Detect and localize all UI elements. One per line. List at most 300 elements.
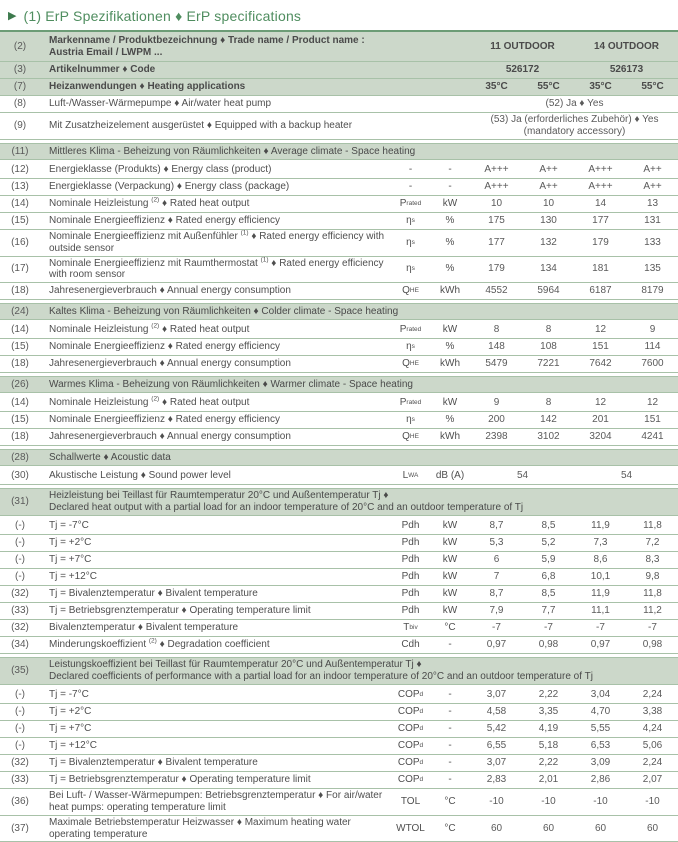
symbol-base: η xyxy=(406,341,412,353)
row-number: (-) xyxy=(15,723,25,735)
footnote-marker: (1) xyxy=(260,256,269,264)
symbol-base: COP xyxy=(397,723,420,735)
symbol-base: Pdh xyxy=(401,554,420,566)
row-number: (31) xyxy=(11,496,29,508)
description-text: Tj = +12°C xyxy=(49,571,97,583)
unit-cell: kW xyxy=(442,554,458,566)
row-number: (32) xyxy=(11,588,29,600)
table-row xyxy=(0,62,678,79)
symbol-base: - xyxy=(408,164,413,176)
value-cell: 8,5 xyxy=(541,520,556,532)
description-text: Tj = +7°C xyxy=(49,723,92,735)
value-cell: 133 xyxy=(644,236,661,248)
row-description xyxy=(40,80,470,94)
description-text: Tj = +2°C xyxy=(49,706,92,718)
row-number: (18) xyxy=(11,358,29,370)
table-row xyxy=(0,322,678,339)
value-cell: 6,53 xyxy=(590,740,611,752)
unit-cell: % xyxy=(445,263,455,275)
row-number: (16) xyxy=(11,236,29,248)
symbol-cell xyxy=(390,789,430,815)
value-cell: 0,97 xyxy=(590,639,611,651)
row-number: (37) xyxy=(11,822,29,834)
value-cell: 151 xyxy=(592,341,609,353)
unit-cell: kWh xyxy=(440,285,460,297)
unit-cell: - xyxy=(448,639,452,651)
description-text: Energieklasse (Produkts) ♦ Energy class (product) xyxy=(49,164,272,176)
symbol-base: η xyxy=(406,236,412,248)
value-cell: 4552 xyxy=(485,285,508,297)
symbol-base: η xyxy=(406,263,412,275)
symbol-base: L xyxy=(402,470,409,482)
table-row xyxy=(0,772,678,789)
description-text: Schallwerte ♦ Acoustic data xyxy=(49,451,171,463)
description-text: Nominale Heizleistung xyxy=(49,198,152,210)
model-group-cell: 11 OUTDOOR xyxy=(490,40,555,52)
symbol-cell xyxy=(390,518,430,534)
value-cell: 175 xyxy=(488,215,505,227)
value-cell: 60 xyxy=(646,822,659,834)
symbol-base: P xyxy=(399,198,407,210)
row-description xyxy=(40,430,390,444)
unit-cell: - xyxy=(448,164,452,176)
section-header-row xyxy=(0,657,678,685)
symbol-cell xyxy=(390,603,430,619)
symbol-cell: T biv xyxy=(403,622,418,634)
value-cell: -10 xyxy=(541,796,556,808)
row-description xyxy=(40,396,390,410)
description-text: Bivalenztemperatur ♦ Bivalent temperature xyxy=(49,622,239,634)
description-text: Nominale Heizleistung xyxy=(49,324,152,336)
table-row xyxy=(0,283,678,300)
value-cell: 4,24 xyxy=(642,723,663,735)
unit-cell: kW xyxy=(442,198,458,210)
value-cell: -10 xyxy=(645,796,660,808)
row-description xyxy=(40,705,390,719)
row-description xyxy=(40,739,390,753)
row-description xyxy=(40,340,390,354)
description-text: Jahresenergieverbrauch ♦ Annual energy consumption xyxy=(49,285,291,297)
value-cell: 181 xyxy=(592,263,609,275)
value-cell: 179 xyxy=(592,236,609,248)
symbol-base: COP xyxy=(397,706,420,718)
description-text: Bei Luft- / Wasser-Wärmepumpen: Betriebsgrenztemperatur ♦ For air/water heat pumps: operating temperature limit xyxy=(49,790,383,813)
value-cell: 6,55 xyxy=(486,740,507,752)
model-group-cell: 526172 xyxy=(505,64,540,76)
description-text: Nominale Heizleistung xyxy=(49,397,152,409)
unit-cell: °C xyxy=(444,622,456,634)
description-text: Nominale Energieeffizienz ♦ Rated energy efficiency xyxy=(49,215,280,227)
spanned-value-cell: 54 xyxy=(516,470,529,482)
row-description xyxy=(40,789,390,815)
value-cell: 5,2 xyxy=(541,537,556,549)
row-description xyxy=(40,816,390,842)
symbol-cell: η s xyxy=(406,341,415,353)
value-cell: 8,7 xyxy=(489,520,504,532)
unit-cell: % xyxy=(445,215,455,227)
row-description xyxy=(40,621,390,635)
value-cell: 148 xyxy=(488,341,505,353)
value-cell: 10 xyxy=(542,198,555,210)
unit-cell: - xyxy=(448,774,452,786)
value-cell: A+++ xyxy=(484,181,509,193)
row-description xyxy=(40,197,390,211)
table-row xyxy=(0,32,678,62)
section-header-row xyxy=(0,488,678,516)
value-cell: -7 xyxy=(648,622,657,634)
value-cell: 12 xyxy=(594,324,607,336)
section-header-row xyxy=(0,449,678,466)
value-cell: 0,98 xyxy=(642,639,663,651)
product-name-line: Austria Email / LWPM ... xyxy=(49,46,163,58)
unit-cell: dB (A) xyxy=(435,470,465,482)
value-cell: 8 xyxy=(493,324,500,336)
value-cell: 6,8 xyxy=(541,571,556,583)
row-description xyxy=(40,284,390,298)
value-cell: 7,3 xyxy=(593,537,608,549)
description-text: Tj = Betriebsgrenztemperatur ♦ Operating temperature limit xyxy=(49,774,311,786)
value-cell: 7,9 xyxy=(489,605,504,617)
unit-cell: - xyxy=(448,706,452,718)
value-cell: A+++ xyxy=(484,164,509,176)
table-row xyxy=(0,535,678,552)
description-text: Nominale Energieeffizienz ♦ Rated energy efficiency xyxy=(49,341,280,353)
row-description xyxy=(40,378,678,392)
arrow-right-icon: ▶ xyxy=(8,9,17,22)
description-text: Nominale Energieeffizienz mit Raumthermostat xyxy=(49,257,261,269)
unit-cell: - xyxy=(448,723,452,735)
unit-cell: kW xyxy=(442,588,458,600)
spanned-value-cell: (52) Ja ♦ Yes xyxy=(545,98,604,109)
symbol-base: - xyxy=(408,181,413,193)
value-cell: 55°C xyxy=(641,81,664,93)
value-cell: 5,18 xyxy=(538,740,559,752)
row-description xyxy=(40,163,390,177)
unit-cell: - xyxy=(448,181,452,193)
value-cell: 3,04 xyxy=(590,689,611,701)
row-description xyxy=(40,63,470,77)
value-cell: 3,35 xyxy=(538,706,559,718)
description-text-continued: ♦ Rated energy efficiency with room sensor xyxy=(49,257,384,281)
row-description xyxy=(40,536,390,550)
table-row xyxy=(0,755,678,772)
table-row xyxy=(0,620,678,637)
symbol-base: Pdh xyxy=(401,520,420,532)
row-description xyxy=(40,451,678,465)
description-text-continued: ♦ Rated energy efficiency with outside sensor xyxy=(49,231,385,254)
value-cell: 11,2 xyxy=(643,605,662,617)
value-cell: 12 xyxy=(594,397,607,409)
symbol-cell xyxy=(390,162,430,178)
value-cell: 2,86 xyxy=(590,774,611,786)
page-title-text: (1) ErP Spezifikationen ♦ ErP specifications xyxy=(23,8,302,24)
table-row xyxy=(0,637,678,654)
footnote-marker: (2) xyxy=(151,322,160,330)
row-description xyxy=(40,257,390,283)
row-description xyxy=(40,756,390,770)
row-number: (-) xyxy=(15,554,25,566)
value-cell: 3,38 xyxy=(642,706,663,718)
symbol-cell xyxy=(390,179,430,195)
footnote-marker: (1) xyxy=(240,229,249,237)
value-cell: 108 xyxy=(540,341,557,353)
unit-cell: - xyxy=(448,689,452,701)
symbol-cell xyxy=(390,552,430,568)
value-cell: 4241 xyxy=(641,431,664,443)
symbol-base: P xyxy=(399,324,407,336)
symbol-cell: COP d xyxy=(397,723,424,735)
value-cell: 132 xyxy=(540,236,557,248)
value-cell: 2,01 xyxy=(538,774,559,786)
symbol-cell xyxy=(390,586,430,602)
description-text: Heizanwendungen ♦ Heating applications xyxy=(49,81,246,93)
spanned-value-cell: 54 xyxy=(620,470,633,482)
value-cell: 5,55 xyxy=(590,723,611,735)
symbol-base: Cdh xyxy=(401,639,420,651)
table-row xyxy=(0,721,678,738)
symbol-base: Pdh xyxy=(401,605,420,617)
symbol-base: Q xyxy=(402,285,410,297)
unit-cell: kW xyxy=(442,537,458,549)
description-text: Tj = Bivalenztemperatur ♦ Bivalent temperature xyxy=(49,588,258,600)
value-cell: 177 xyxy=(592,215,609,227)
symbol-cell: Q HE xyxy=(402,431,419,443)
value-cell: 5479 xyxy=(485,358,508,370)
row-number: (34) xyxy=(11,639,29,651)
row-number: (-) xyxy=(15,740,25,752)
description-text: Energieklasse (Verpackung) ♦ Energy class (package) xyxy=(49,181,290,193)
symbol-cell xyxy=(390,569,430,585)
spanned-value-cell: (53) Ja (erforderliches Zubehör) ♦ Yes (mandatory accessory) xyxy=(490,114,659,137)
value-cell: 7642 xyxy=(589,358,612,370)
description-text-continued: ♦ Rated heat output xyxy=(159,324,250,336)
value-cell: 3,07 xyxy=(486,757,507,769)
symbol-base: Q xyxy=(402,431,410,443)
value-cell: 135 xyxy=(644,263,661,275)
table-row xyxy=(0,738,678,755)
row-description xyxy=(40,145,678,159)
description-text: Mittleres Klima - Beheizung von Räumlichkeiten ♦ Average climate - Space heating xyxy=(49,145,416,157)
table-row xyxy=(0,552,678,569)
symbol-base: COP xyxy=(397,689,420,701)
value-cell: 4,58 xyxy=(486,706,507,718)
row-description xyxy=(40,489,678,515)
value-cell: 8,5 xyxy=(541,588,556,600)
table-row xyxy=(0,429,678,446)
value-cell: 5,42 xyxy=(486,723,507,735)
symbol-base: TOL xyxy=(400,796,421,808)
table-row xyxy=(0,395,678,412)
table-row xyxy=(0,468,678,485)
row-description xyxy=(40,773,390,787)
row-description xyxy=(40,305,678,319)
symbol-base: Q xyxy=(402,358,410,370)
description-text: Tj = -7°C xyxy=(49,520,89,532)
symbol-cell: COP d xyxy=(397,689,424,701)
row-number: (-) xyxy=(15,689,25,701)
table-row xyxy=(0,412,678,429)
symbol-cell: η s xyxy=(406,263,415,275)
symbol-cell: η s xyxy=(406,215,415,227)
value-cell: 10,1 xyxy=(590,571,611,583)
symbol-base: WTOL xyxy=(396,822,425,834)
section-header-row xyxy=(0,303,678,320)
description-text: Luft-/Wasser-Wärmepumpe ♦ Air/water heat pump xyxy=(49,98,272,110)
value-cell: 131 xyxy=(644,215,661,227)
row-number: (18) xyxy=(11,285,29,297)
value-cell: 0,97 xyxy=(486,639,507,651)
table-row xyxy=(0,230,678,257)
value-cell: 201 xyxy=(592,414,609,426)
description-text: Tj = +7°C xyxy=(49,554,92,566)
value-cell: 4,70 xyxy=(590,706,611,718)
table-row xyxy=(0,569,678,586)
value-cell: A++ xyxy=(539,181,558,193)
row-description xyxy=(40,553,390,567)
unit-cell: kW xyxy=(442,605,458,617)
value-cell: 11,9 xyxy=(591,520,610,532)
model-group-cell: 14 OUTDOOR xyxy=(593,40,659,52)
row-description xyxy=(40,688,390,702)
symbol-cell: P rated xyxy=(399,397,422,409)
row-description xyxy=(40,587,390,601)
unit-cell: % xyxy=(445,414,455,426)
row-number: (9) xyxy=(13,120,27,132)
description-text: Nominale Energieeffizienz ♦ Rated energy efficiency xyxy=(49,414,280,426)
value-cell: 9 xyxy=(649,324,656,336)
row-number: (32) xyxy=(11,622,29,634)
table-row xyxy=(0,704,678,721)
table-row xyxy=(0,79,678,96)
row-description xyxy=(40,214,390,228)
row-number: (30) xyxy=(11,470,29,482)
table-row xyxy=(0,179,678,196)
table-row xyxy=(0,339,678,356)
row-number: (14) xyxy=(11,324,29,336)
value-cell: 60 xyxy=(542,822,555,834)
table-row xyxy=(0,257,678,284)
description-text-continued: ♦ Degradation coefficient xyxy=(156,639,270,651)
row-description xyxy=(40,34,470,60)
value-cell: 7221 xyxy=(537,358,560,370)
value-cell: 10 xyxy=(490,198,503,210)
description-text: Mit Zusatzheizelement ausgerüstet ♦ Equipped with a backup heater xyxy=(49,120,353,132)
value-cell: A++ xyxy=(539,164,558,176)
row-number: (2) xyxy=(13,40,27,52)
value-cell: 179 xyxy=(488,263,505,275)
description-text: Leistungskoeffizient bei Teillast für Raumtemperatur 20°C und Außentemperatur Tj ♦ xyxy=(49,659,422,671)
row-number: (32) xyxy=(11,757,29,769)
value-cell: -7 xyxy=(596,622,605,634)
description-text-continued: ♦ Rated heat output xyxy=(159,198,250,210)
description-text: Akustische Leistung ♦ Sound power level xyxy=(49,470,231,482)
value-cell: 7600 xyxy=(641,358,664,370)
value-cell: 6187 xyxy=(589,285,612,297)
value-cell: 2,24 xyxy=(642,689,663,701)
value-cell: 55°C xyxy=(537,81,560,93)
row-number: (18) xyxy=(11,431,29,443)
unit-cell: % xyxy=(445,236,455,248)
description-text: Kaltes Klima - Beheizung von Räumlichkeiten ♦ Colder climate - Space heating xyxy=(49,305,399,317)
description-text: Tj = -7°C xyxy=(49,689,89,701)
value-cell: 5,9 xyxy=(541,554,556,566)
value-cell: -10 xyxy=(489,796,504,808)
section-header-row xyxy=(0,143,678,160)
symbol-base: COP xyxy=(397,740,420,752)
value-cell: 2,07 xyxy=(642,774,663,786)
description-text: Maximale Betriebstemperatur Heizwasser ♦ Maximum heating water operating temperature xyxy=(49,816,351,840)
row-description xyxy=(40,469,390,483)
value-cell: 0,98 xyxy=(538,639,559,651)
symbol-cell: COP d xyxy=(397,774,424,786)
table-row xyxy=(0,687,678,704)
unit-cell: kWh xyxy=(440,358,460,370)
symbol-cell: COP d xyxy=(397,757,424,769)
row-description xyxy=(40,722,390,736)
row-number: (15) xyxy=(11,414,29,426)
value-cell: 177 xyxy=(488,236,505,248)
value-cell: 151 xyxy=(644,414,661,426)
value-cell: 134 xyxy=(540,263,557,275)
row-number: (-) xyxy=(15,571,25,583)
row-number: (28) xyxy=(11,451,29,463)
unit-cell: - xyxy=(448,757,452,769)
table-row xyxy=(0,162,678,179)
description-text: Jahresenergieverbrauch ♦ Annual energy consumption xyxy=(49,431,291,443)
description-text: Tj = +12°C xyxy=(49,740,97,752)
section-header-row xyxy=(0,376,678,393)
row-number: (35) xyxy=(11,665,29,677)
description-english-line: Declared coefficients of performance with a partial load for an indoor temperature of 20°C and an outdoor temperature of Tj xyxy=(49,671,593,683)
description-text: Minderungskoeffizient xyxy=(49,639,149,651)
value-cell: -7 xyxy=(492,622,501,634)
value-cell: 142 xyxy=(540,414,557,426)
value-cell: -7 xyxy=(544,622,553,634)
erp-spec-table xyxy=(0,30,678,842)
description-text-continued: ♦ Rated heat output xyxy=(159,397,250,409)
value-cell: 11,9 xyxy=(591,588,610,600)
row-number: (-) xyxy=(15,520,25,532)
table-row xyxy=(0,518,678,535)
row-description xyxy=(40,119,470,133)
value-cell: 11,8 xyxy=(643,520,662,532)
value-cell: 5,3 xyxy=(489,537,504,549)
description-text: Tj = Betriebsgrenztemperatur ♦ Operating temperature limit xyxy=(49,605,311,617)
row-number: (14) xyxy=(11,397,29,409)
table-row xyxy=(0,196,678,213)
value-cell: 200 xyxy=(488,414,505,426)
table-row xyxy=(0,96,678,113)
value-cell: 14 xyxy=(594,198,607,210)
symbol-cell: Q HE xyxy=(402,358,419,370)
row-number: (17) xyxy=(11,263,29,275)
table-row xyxy=(0,586,678,603)
value-cell: 2,24 xyxy=(642,757,663,769)
value-cell: 2,83 xyxy=(486,774,507,786)
row-number: (24) xyxy=(11,305,29,317)
symbol-cell: η s xyxy=(406,414,415,426)
value-cell: -10 xyxy=(593,796,608,808)
row-description xyxy=(40,357,390,371)
value-cell: 3102 xyxy=(537,431,560,443)
value-cell: 2398 xyxy=(485,431,508,443)
value-cell: A+++ xyxy=(588,181,613,193)
value-cell: 8 xyxy=(545,397,552,409)
symbol-base: Pdh xyxy=(401,571,420,583)
value-cell: A+++ xyxy=(588,164,613,176)
description-text: Heizleistung bei Teillast für Raumtemperatur 20°C und Außentemperatur Tj ♦ xyxy=(49,490,389,502)
table-row xyxy=(0,603,678,620)
